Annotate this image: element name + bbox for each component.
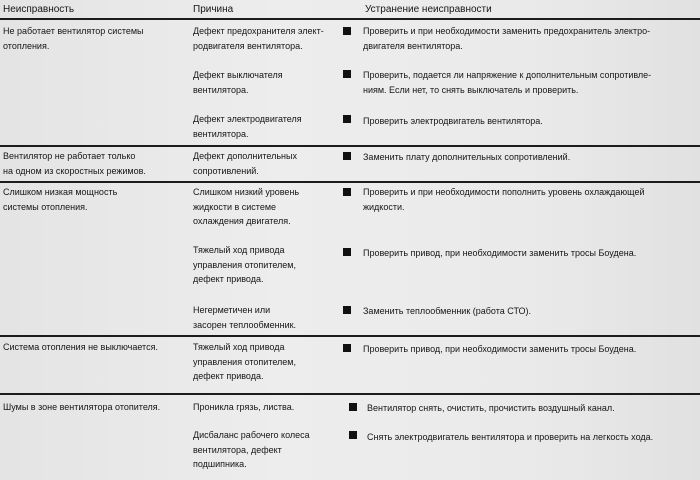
cause-cell: Дефект электродвигателя вентилятора. bbox=[193, 114, 302, 139]
header-rule bbox=[0, 18, 700, 20]
header-cause: Причина bbox=[193, 4, 234, 15]
row-divider bbox=[0, 145, 700, 147]
bullet-marker bbox=[343, 344, 351, 352]
cause-cell: Дефект дополнительных сопротивлений. bbox=[193, 151, 297, 176]
cause-cell: Дефект выключателя вентилятора. bbox=[193, 70, 283, 95]
cause-cell: Дефект предохранителя элект- родвигателя вентилятора. bbox=[193, 26, 324, 51]
cause-cell: Тяжелый ход привода управления отопителем, дефект привода. bbox=[193, 245, 296, 284]
bullet-marker bbox=[349, 431, 357, 439]
fault-cell: Шумы в зоне вентилятора отопителя. bbox=[3, 402, 161, 412]
cause-cell: Слишком низкий уровень жидкости в системе охлаждения двигателя. bbox=[193, 187, 300, 226]
remedy-cell: Проверить привод, при необходимости заменить тросы Боудена. bbox=[363, 248, 637, 258]
remedy-cell: Проверить и при необходимости заменить предохранитель электро- двигателя вентилятора. bbox=[363, 26, 651, 51]
row-divider bbox=[0, 335, 700, 337]
remedy-cell: Проверить, подается ли напряжение к дополнительным сопротивле- ниям. Если нет, то снять выключатель и проверить. bbox=[363, 70, 652, 95]
bullet-marker bbox=[343, 115, 351, 123]
remedy-cell: Проверить электродвигатель вентилятора. bbox=[363, 116, 543, 126]
header-fault: Неисправность bbox=[3, 4, 75, 15]
cause-cell: Негерметичен или засорен теплообменник. bbox=[193, 305, 297, 330]
remedy-cell: Проверить и при необходимости пополнить уровень охлаждающей жидкости. bbox=[363, 187, 645, 212]
remedy-cell: Проверить привод, при необходимости заменить тросы Боудена. bbox=[363, 344, 637, 354]
fault-cell: Система отопления не выключается. bbox=[3, 342, 158, 352]
bullet-marker bbox=[343, 27, 351, 35]
row-divider bbox=[0, 393, 700, 395]
fault-cell: Не работает вентилятор системы отопления. bbox=[3, 26, 144, 51]
remedy-cell: Заменить теплообменник (работа СТО). bbox=[363, 306, 532, 316]
remedy-cell: Заменить плату дополнительных сопротивлений. bbox=[363, 152, 571, 162]
bullet-marker bbox=[343, 70, 351, 78]
cause-cell: Тяжелый ход привода управления отопителем, дефект привода. bbox=[193, 342, 296, 381]
row-divider bbox=[0, 181, 700, 183]
bullet-marker bbox=[343, 152, 351, 160]
fault-cell: Вентилятор не работает только на одном из скоростных режимов. bbox=[3, 151, 146, 176]
cause-cell: Проникла грязь, листва. bbox=[193, 402, 295, 412]
remedy-cell: Вентилятор снять, очистить, прочистить воздушный канал. bbox=[367, 403, 615, 413]
bullet-marker bbox=[343, 188, 351, 196]
bullet-marker bbox=[343, 306, 351, 314]
header-remedy: Устранение неисправности bbox=[365, 4, 492, 15]
bullet-marker bbox=[343, 248, 351, 256]
cause-cell: Дисбаланс рабочего колеса вентилятора, дефект подшипника. bbox=[193, 430, 310, 469]
remedy-cell: Снять электродвигатель вентилятора и проверить на легкость хода. bbox=[367, 432, 654, 442]
bullet-marker bbox=[349, 403, 357, 411]
fault-cell: Слишком низкая мощность системы отопления. bbox=[3, 187, 118, 212]
